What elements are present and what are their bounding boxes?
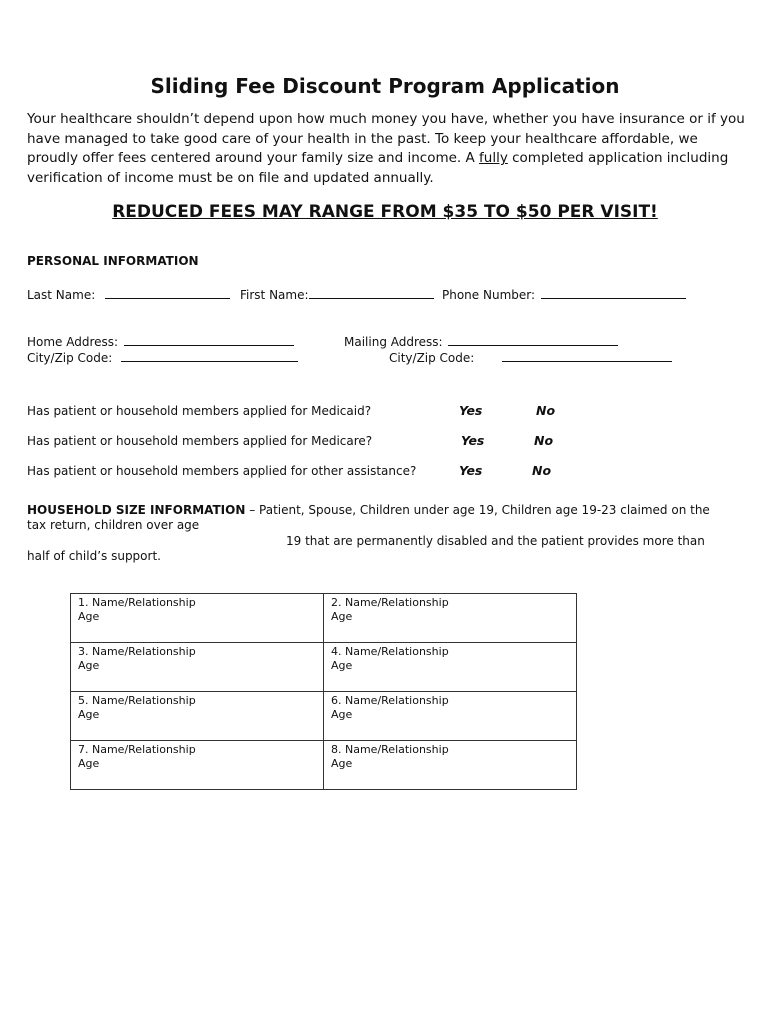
cell-age-label: Age [331,659,353,672]
medicaid-no-option[interactable]: No [536,403,556,418]
cell-name-label: 1. Name/Relationship [78,596,196,609]
cell-name-label: 5. Name/Relationship [78,694,196,707]
cell-age-label: Age [78,659,100,672]
first-name-row [240,286,434,302]
table-row [71,643,577,692]
household-cell-1[interactable] [71,594,324,643]
city-zip-field-1[interactable] [121,349,298,362]
intro-text-end: completed application including verification of income must be on file and updated annually. [27,150,729,186]
city-zip-row-2 [389,349,672,365]
medicare-yes-option[interactable]: Yes [461,433,485,448]
household-description [27,503,727,533]
intro-text-start: Your healthcare shouldn’t depend upon how much money you have, whether you have insurance or if you have managed to take good care of your health in the past. To keep your healthcare affordable, we proudly offer fees centered around your family size and income. A [27,111,745,166]
household-desc-line-2: 19 that are permanently disabled and the patient provides more than [286,534,705,548]
home-address-row [27,333,294,349]
table-row [71,741,577,790]
phone-label: Phone Number: [442,288,536,302]
home-address-label: Home Address: [27,335,119,349]
question-other-assistance: Has patient or household members applied for other assistance? [27,464,417,478]
city-zip-field-2[interactable] [502,349,672,362]
other-assistance-yes-option[interactable]: Yes [459,463,483,478]
mailing-address-row [344,333,618,349]
cell-age-label: Age [331,708,353,721]
cell-age-label: Age [78,757,100,770]
cell-name-label: 3. Name/Relationship [78,645,196,658]
household-cell-5[interactable] [71,692,324,741]
household-cell-4[interactable] [324,643,577,692]
household-cell-2[interactable] [324,594,577,643]
household-heading: HOUSEHOLD SIZE INFORMATION [27,503,246,517]
intro-paragraph [27,110,747,188]
first-name-label: First Name: [240,288,309,302]
cell-name-label: 2. Name/Relationship [331,596,449,609]
cell-age-label: Age [78,708,100,721]
question-medicare: Has patient or household members applied for Medicare? [27,434,373,448]
cell-age-label: Age [331,757,353,770]
household-cell-8[interactable] [324,741,577,790]
first-name-field[interactable] [309,286,434,299]
other-assistance-no-option[interactable]: No [532,463,552,478]
home-address-field[interactable] [124,333,294,346]
personal-info-heading: PERSONAL INFORMATION [27,254,199,268]
household-desc-line-1: – Patient, Spouse, Children under age 19, Children age 19-23 claimed on the tax return, children over age [27,503,710,532]
phone-row [442,286,686,302]
household-cell-3[interactable] [71,643,324,692]
city-zip-label-1: City/Zip Code: [27,351,113,365]
last-name-field[interactable] [105,286,230,299]
phone-field[interactable] [541,286,686,299]
intro-emphasis: fully [479,150,508,166]
mailing-address-field[interactable] [448,333,618,346]
table-row [71,594,577,643]
household-cell-7[interactable] [71,741,324,790]
cell-name-label: 6. Name/Relationship [331,694,449,707]
cell-name-label: 7. Name/Relationship [78,743,196,756]
cell-name-label: 8. Name/Relationship [331,743,449,756]
cell-age-label: Age [331,610,353,623]
table-row [71,692,577,741]
household-table [70,593,577,790]
household-cell-6[interactable] [324,692,577,741]
medicare-no-option[interactable]: No [534,433,554,448]
cell-name-label: 4. Name/Relationship [331,645,449,658]
question-medicaid: Has patient or household members applied for Medicaid? [27,404,372,418]
household-desc-line-3: half of child’s support. [27,549,161,563]
cell-age-label: Age [78,610,100,623]
city-zip-row-1 [27,349,298,365]
page-title: Sliding Fee Discount Program Application [150,74,620,98]
medicaid-yes-option[interactable]: Yes [459,403,483,418]
fees-notice: REDUCED FEES MAY RANGE FROM $35 TO $50 PER VISIT! [112,202,658,222]
city-zip-label-2: City/Zip Code: [389,351,475,365]
mailing-address-label: Mailing Address: [344,335,443,349]
last-name-label: Last Name: [27,288,96,302]
last-name-row [27,286,230,302]
